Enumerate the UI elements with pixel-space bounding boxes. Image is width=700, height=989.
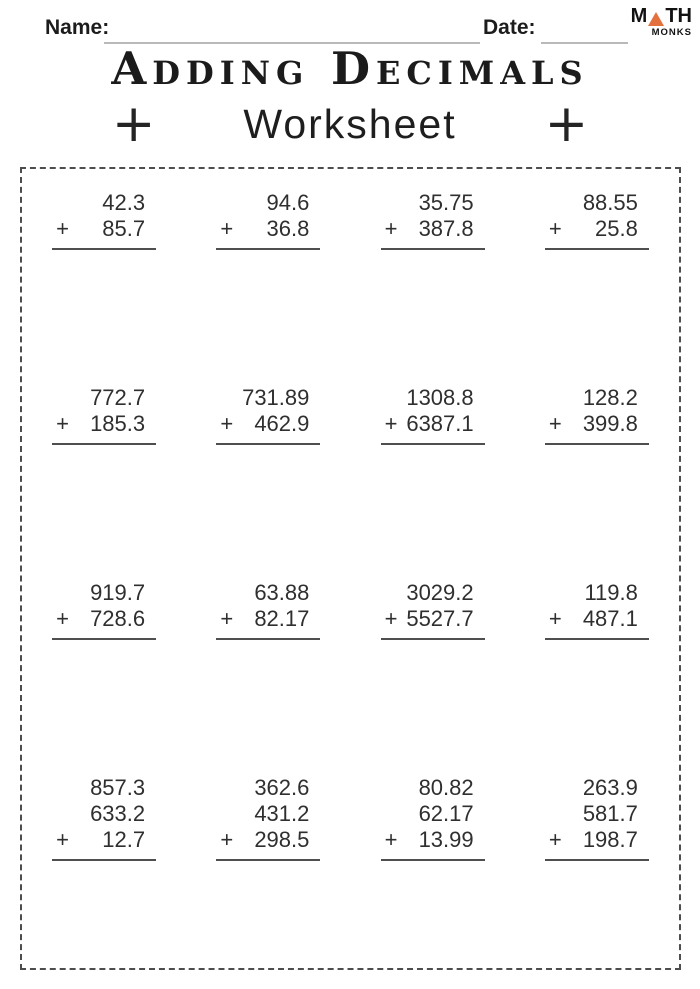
addend-value: 119.8 <box>584 580 638 605</box>
addend-row <box>216 801 320 827</box>
addend-value: 5527.7 <box>406 606 474 631</box>
addend-value: 6387.1 <box>406 411 474 436</box>
addend-row <box>381 580 485 606</box>
addend-value: 128.2 <box>582 385 638 410</box>
addend-stack <box>52 190 156 242</box>
plus-operator: + <box>384 606 398 631</box>
addend-value: 62.17 <box>418 801 474 826</box>
plus-operator: + <box>56 216 69 241</box>
addition-problem <box>52 385 156 580</box>
addend-stack <box>545 385 649 437</box>
addition-problem <box>381 190 485 385</box>
addend-value: 12.7 <box>102 827 146 852</box>
addend-value: 85.7 <box>102 216 146 241</box>
addition-problem <box>545 775 649 970</box>
addend-row <box>52 190 156 216</box>
addend-row <box>52 385 156 411</box>
addend-row <box>381 775 485 801</box>
answer-line <box>52 248 156 250</box>
answer-line <box>216 638 320 640</box>
plus-operator: + <box>220 827 234 852</box>
answer-line <box>52 859 156 861</box>
problems-grid <box>22 169 679 970</box>
addend-value: 88.55 <box>582 190 638 215</box>
subtitle-row <box>0 94 700 154</box>
addition-problem <box>545 580 649 775</box>
addition-problem <box>381 385 485 580</box>
addend-value: 298.5 <box>254 827 310 852</box>
addend-row <box>381 190 485 216</box>
addend-value: 399.8 <box>582 411 638 436</box>
answer-line <box>52 443 156 445</box>
answer-line <box>216 248 320 250</box>
answer-line <box>545 859 649 861</box>
addend-row <box>216 606 320 632</box>
addition-problem <box>545 385 649 580</box>
addend-row <box>545 411 649 437</box>
addend-row <box>381 606 485 632</box>
addend-row <box>381 801 485 827</box>
triangle-icon <box>648 12 664 26</box>
addend-row <box>216 216 320 242</box>
addend-row <box>545 190 649 216</box>
plus-operator: + <box>384 411 398 436</box>
plus-operator: + <box>384 827 398 852</box>
addend-row <box>381 385 485 411</box>
logo-sub-text: MONKS <box>651 27 692 38</box>
addend-stack <box>381 775 485 853</box>
addend-stack <box>216 190 320 242</box>
plus-operator: + <box>548 216 562 241</box>
addend-value: 185.3 <box>90 411 146 436</box>
addend-row <box>545 216 649 242</box>
plus-operator: + <box>384 216 398 241</box>
addend-value: 36.8 <box>266 216 310 241</box>
addend-value: 82.17 <box>254 606 310 631</box>
plus-operator: + <box>56 827 69 852</box>
addend-row <box>381 827 485 853</box>
name-label: Name: <box>45 16 110 39</box>
addend-stack <box>545 580 649 632</box>
addend-row <box>381 216 485 242</box>
problems-border-box <box>20 167 681 970</box>
addend-value: 857.3 <box>90 775 146 800</box>
addend-row <box>545 580 649 606</box>
addend-row <box>52 580 156 606</box>
answer-line <box>545 638 649 640</box>
plus-decoration-right: + <box>544 94 589 154</box>
addend-stack <box>381 580 485 632</box>
addition-problem <box>52 580 156 775</box>
addend-value: 25.8 <box>595 216 638 241</box>
addend-row <box>52 411 156 437</box>
plus-operator: + <box>220 216 234 241</box>
addition-problem <box>381 775 485 970</box>
addition-problem <box>381 580 485 775</box>
addition-problem <box>216 775 320 970</box>
addition-problem <box>216 580 320 775</box>
page-title: Adding Decimals <box>111 42 589 95</box>
answer-line <box>545 443 649 445</box>
plus-operator: + <box>548 827 562 852</box>
addend-value: 919.7 <box>90 580 146 605</box>
addition-problem <box>545 190 649 385</box>
addend-stack <box>52 775 156 853</box>
plus-operator: + <box>56 411 69 436</box>
answer-line <box>381 443 485 445</box>
addend-row <box>52 606 156 632</box>
addend-stack <box>545 190 649 242</box>
addend-value: 728.6 <box>90 606 146 631</box>
page-subtitle: Worksheet <box>243 100 457 147</box>
answer-line <box>216 859 320 861</box>
plus-operator: + <box>548 411 562 436</box>
addend-value: 487.1 <box>582 606 638 631</box>
addition-problem <box>216 385 320 580</box>
addend-stack <box>216 385 320 437</box>
addend-value: 581.7 <box>582 801 638 826</box>
addend-value: 42.3 <box>102 190 146 215</box>
plus-operator: + <box>220 411 234 436</box>
addend-row <box>216 775 320 801</box>
addend-value: 198.7 <box>582 827 638 852</box>
addend-value: 80.82 <box>418 775 474 800</box>
addend-row <box>545 385 649 411</box>
addend-row <box>52 216 156 242</box>
addend-value: 387.8 <box>418 216 474 241</box>
addend-value: 362.6 <box>254 775 310 800</box>
plus-operator: + <box>548 606 562 631</box>
addend-row <box>52 775 156 801</box>
plus-decoration-left: + <box>111 94 156 154</box>
logo-main-text <box>631 6 692 26</box>
addend-row <box>545 775 649 801</box>
addend-stack <box>216 580 320 632</box>
addend-row <box>52 827 156 853</box>
plus-operator: + <box>220 606 234 631</box>
addend-row <box>52 801 156 827</box>
answer-line <box>381 638 485 640</box>
addend-row <box>216 580 320 606</box>
addend-row <box>545 827 649 853</box>
addend-value: 1308.8 <box>406 385 474 410</box>
addend-value: 13.99 <box>418 827 474 852</box>
addend-stack <box>216 775 320 853</box>
addend-row <box>216 385 320 411</box>
addend-value: 431.2 <box>254 801 310 826</box>
answer-line <box>381 859 485 861</box>
addend-stack <box>545 775 649 853</box>
addend-value: 94.6 <box>266 190 310 215</box>
logo-text-pre: M <box>630 5 648 27</box>
logo-text-post: TH <box>665 5 692 27</box>
addition-problem <box>216 190 320 385</box>
addend-value: 263.9 <box>582 775 638 800</box>
answer-line <box>216 443 320 445</box>
addend-value: 63.88 <box>254 580 310 605</box>
addend-row <box>216 190 320 216</box>
answer-line <box>381 248 485 250</box>
addend-row <box>216 411 320 437</box>
answer-line <box>52 638 156 640</box>
addend-value: 35.75 <box>418 190 474 215</box>
addend-row <box>545 606 649 632</box>
addition-problem <box>52 190 156 385</box>
addend-stack <box>52 580 156 632</box>
addend-value: 772.7 <box>90 385 146 410</box>
answer-line <box>545 248 649 250</box>
addend-stack <box>381 385 485 437</box>
addend-row <box>216 827 320 853</box>
addend-value: 633.2 <box>90 801 146 826</box>
addend-stack <box>52 385 156 437</box>
addend-value: 3029.2 <box>406 580 474 605</box>
addition-problem <box>52 775 156 970</box>
date-label: Date: <box>483 16 536 39</box>
addend-stack <box>381 190 485 242</box>
addend-value: 462.9 <box>254 411 310 436</box>
plus-operator: + <box>56 606 69 631</box>
addend-row <box>545 801 649 827</box>
addend-value: 731.89 <box>242 385 310 410</box>
math-monks-logo <box>631 6 692 38</box>
addend-row <box>381 411 485 437</box>
